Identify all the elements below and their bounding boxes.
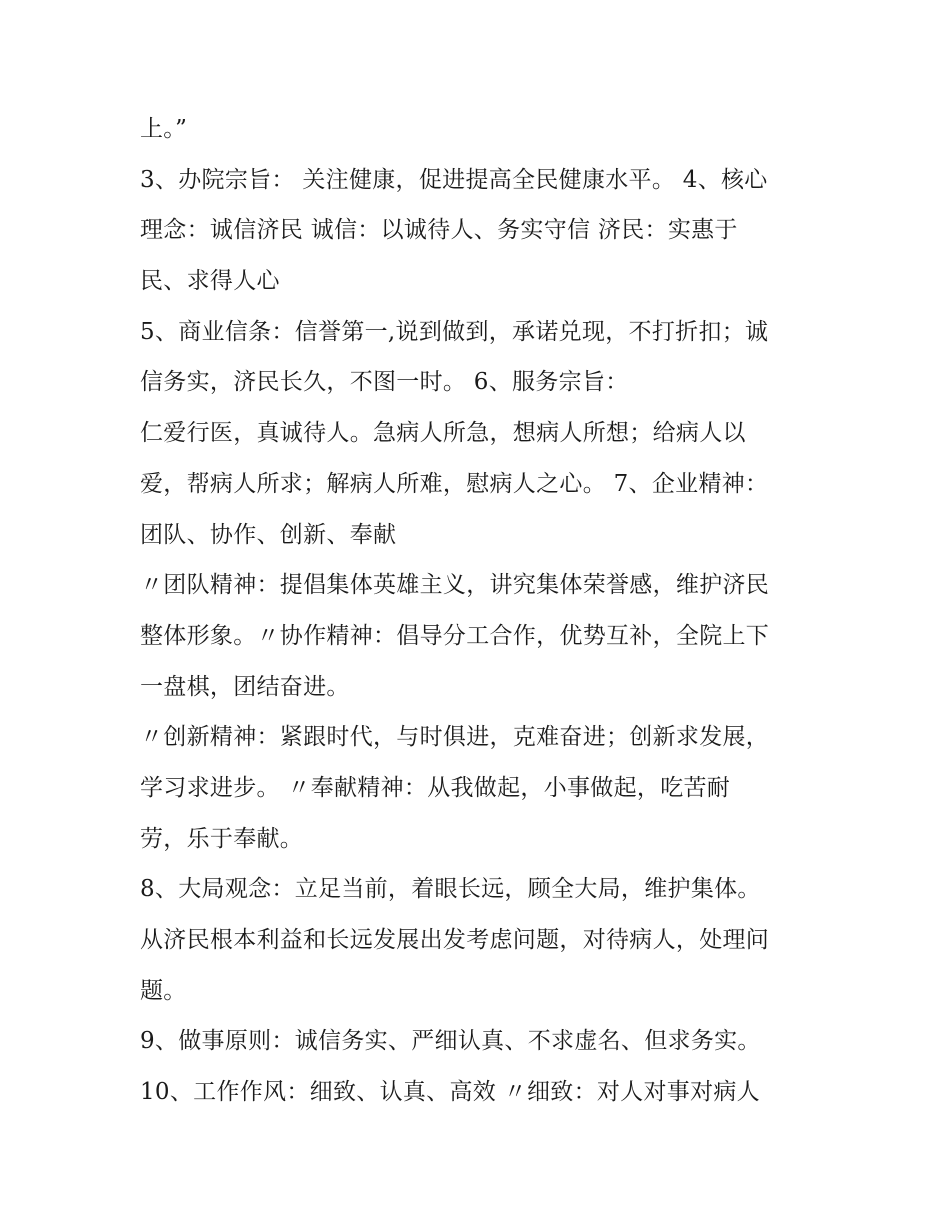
text-line: 仁爱行医，真诚待人。急病人所急，想病人所想；给病人以 (140, 420, 746, 447)
text-line: 10、工作作风：细致、认真、高效 〃细致：对人对事对病人 (140, 1079, 760, 1106)
text-line: 一盘棋，团结奋进。 (140, 673, 350, 700)
text-line: 信务实，济民长久，不图一时。 6、服务宗旨： (140, 369, 629, 396)
text-line: 劳，乐于奉献。 (140, 825, 304, 852)
text-line: 民、求得人心 (140, 268, 280, 295)
text-line: 5、商业信条：信誉第一,说到做到，承诺兑现，不打折扣；诚 (140, 318, 769, 345)
text-line: 〃创新精神：紧跟时代，与时俱进，克难奋进；创新求发展， (140, 724, 770, 751)
text-line: 团队、协作、创新、奉献 (140, 521, 397, 548)
text-line: 整体形象。〃协作精神：倡导分工合作，优势互补，全院上下 (140, 622, 770, 649)
text-line: 学习求进步。 〃奉献精神：从我做起，小事做起，吃苦耐 (140, 774, 731, 801)
text-line: 从济民根本利益和长远发展出发考虑问题，对待病人，处理问 (140, 927, 770, 953)
text-line: 3、办院宗旨： 关注健康，促进提高全民健康水平。 4、核心 (140, 166, 768, 193)
text-line: 理念：诚信济民 诚信：以诚待人、务实守信 济民：实惠于 (140, 217, 738, 244)
text-line: 题。 (140, 977, 187, 1004)
text-line: 9、做事原则：诚信务实、严细认真、不求虚名、但求务实。 (140, 1028, 761, 1055)
text-line: 8、大局观念：立足当前，着眼长远，顾全大局，维护集体。 (140, 876, 761, 903)
document-body (140, 104, 830, 1118)
text-line: 〃团队精神：提倡集体英雄主义，讲究集体荣誉感，维护济民 (140, 572, 770, 599)
text-line: 爱，帮病人所求；解病人所难，慰病人之心。 7、企业精神： (140, 470, 769, 497)
text-line: 上。” (140, 116, 188, 142)
